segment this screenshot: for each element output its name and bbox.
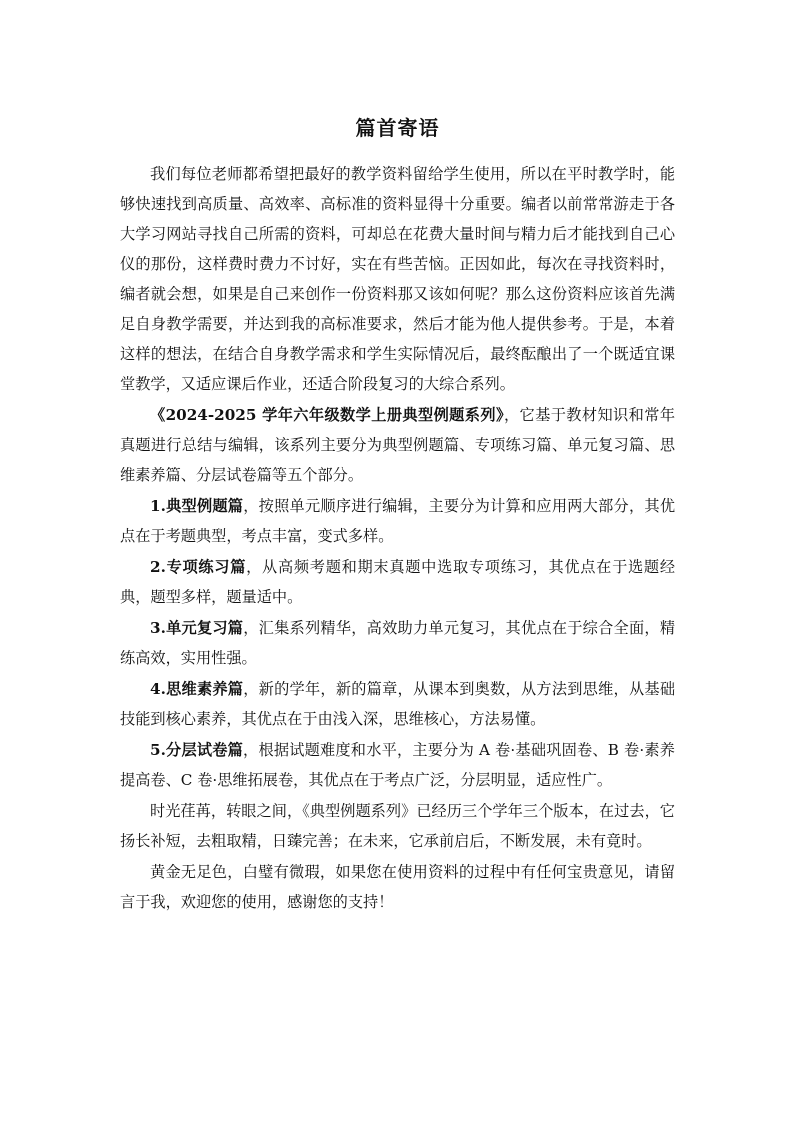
series-title: 《2024-2025 学年六年级数学上册典型例题系列》 — [150, 406, 504, 424]
section-text: ，根据试题难度和水平，主要分为 A 卷·基础巩固卷、B 卷·素养提高卷、C 卷·思维拓展卷，其优点在于考点广泛，分层明显，适应性广。 — [120, 741, 675, 789]
section-paragraph — [120, 491, 675, 551]
section-text: ，汇集系列精华，高效助力单元复习，其优点在于综合全面，精练高效，实用性强。 — [120, 619, 676, 667]
section-text: ，新的学年，新的篇章，从课本到奥数，从方法到思维，从基础技能到核心素养，其优点在于由浅入深，思维核心，方法易懂。 — [120, 680, 676, 728]
section-heading: 3.单元复习篇 — [150, 619, 244, 637]
section-heading: 1.典型例题篇 — [150, 497, 244, 515]
section-text: ，按照单元顺序进行编辑，主要分为计算和应用两大部分，其优点在于考题典型，考点丰富，变式多样。 — [120, 497, 676, 545]
page-title: 篇首寄语 — [355, 116, 440, 140]
section-heading: 2.专项练习篇 — [150, 558, 247, 576]
section-paragraph — [120, 552, 675, 612]
section-heading: 4.思维素养篇 — [150, 680, 244, 698]
closing-paragraph-2: 黄金无足色，白璧有微瑕，如果您在使用资料的过程中有任何宝贵意见，请留言于我，欢迎您的使用，感谢您的支持！ — [120, 863, 675, 911]
closing-paragraph-1: 时光荏苒，转眼之间，《典型例题系列》已经历三个学年三个版本，在过去，它扬长补短，去粗取精，日臻完善；在未来，它承前启后，不断发展，未有竟时。 — [120, 802, 675, 850]
document-page — [120, 112, 675, 918]
section-text: ，从高频考题和期末真题中选取专项练习，其优点在于选题经典，题型多样，题量适中。 — [120, 558, 676, 606]
intro-paragraph: 我们每位老师都希望把最好的教学资料留给学生使用，所以在平时教学时，能够快速找到高质量、高效率、高标准的资料显得十分重要。编者以前常常游走于各大学习网站寻找自己所需的资料，可却总在花费大量时间与精力后才能找到自己心仪的那份，这样费时费力不讨好，实在有些苦恼。正因如此，每次在寻找资料时，编者就会想，如果是自己来创作一份资料那又该如何呢？那么这份资料应该首先满足自身教学需要，并达到我的高标准要求，然后才能为他人提供参考。于是，本着这样的想法，在结合自身教学需求和学生实际情况后，最终酝酿出了一个既适宜课堂教学，又适应课后作业，还适合阶段复习的大综合系列。 — [120, 165, 675, 393]
section-paragraph — [120, 613, 675, 673]
series-text: ，它基于教材知识和常年真题进行总结与编辑，该系列主要分为典型例题篇、专项练习篇、单元复习篇、思维素养篇、分层试卷篇等五个部分。 — [120, 406, 676, 484]
series-paragraph — [120, 400, 675, 490]
section-heading: 5.分层试卷篇 — [150, 741, 244, 759]
section-paragraph — [120, 674, 675, 734]
section-paragraph — [120, 735, 675, 795]
